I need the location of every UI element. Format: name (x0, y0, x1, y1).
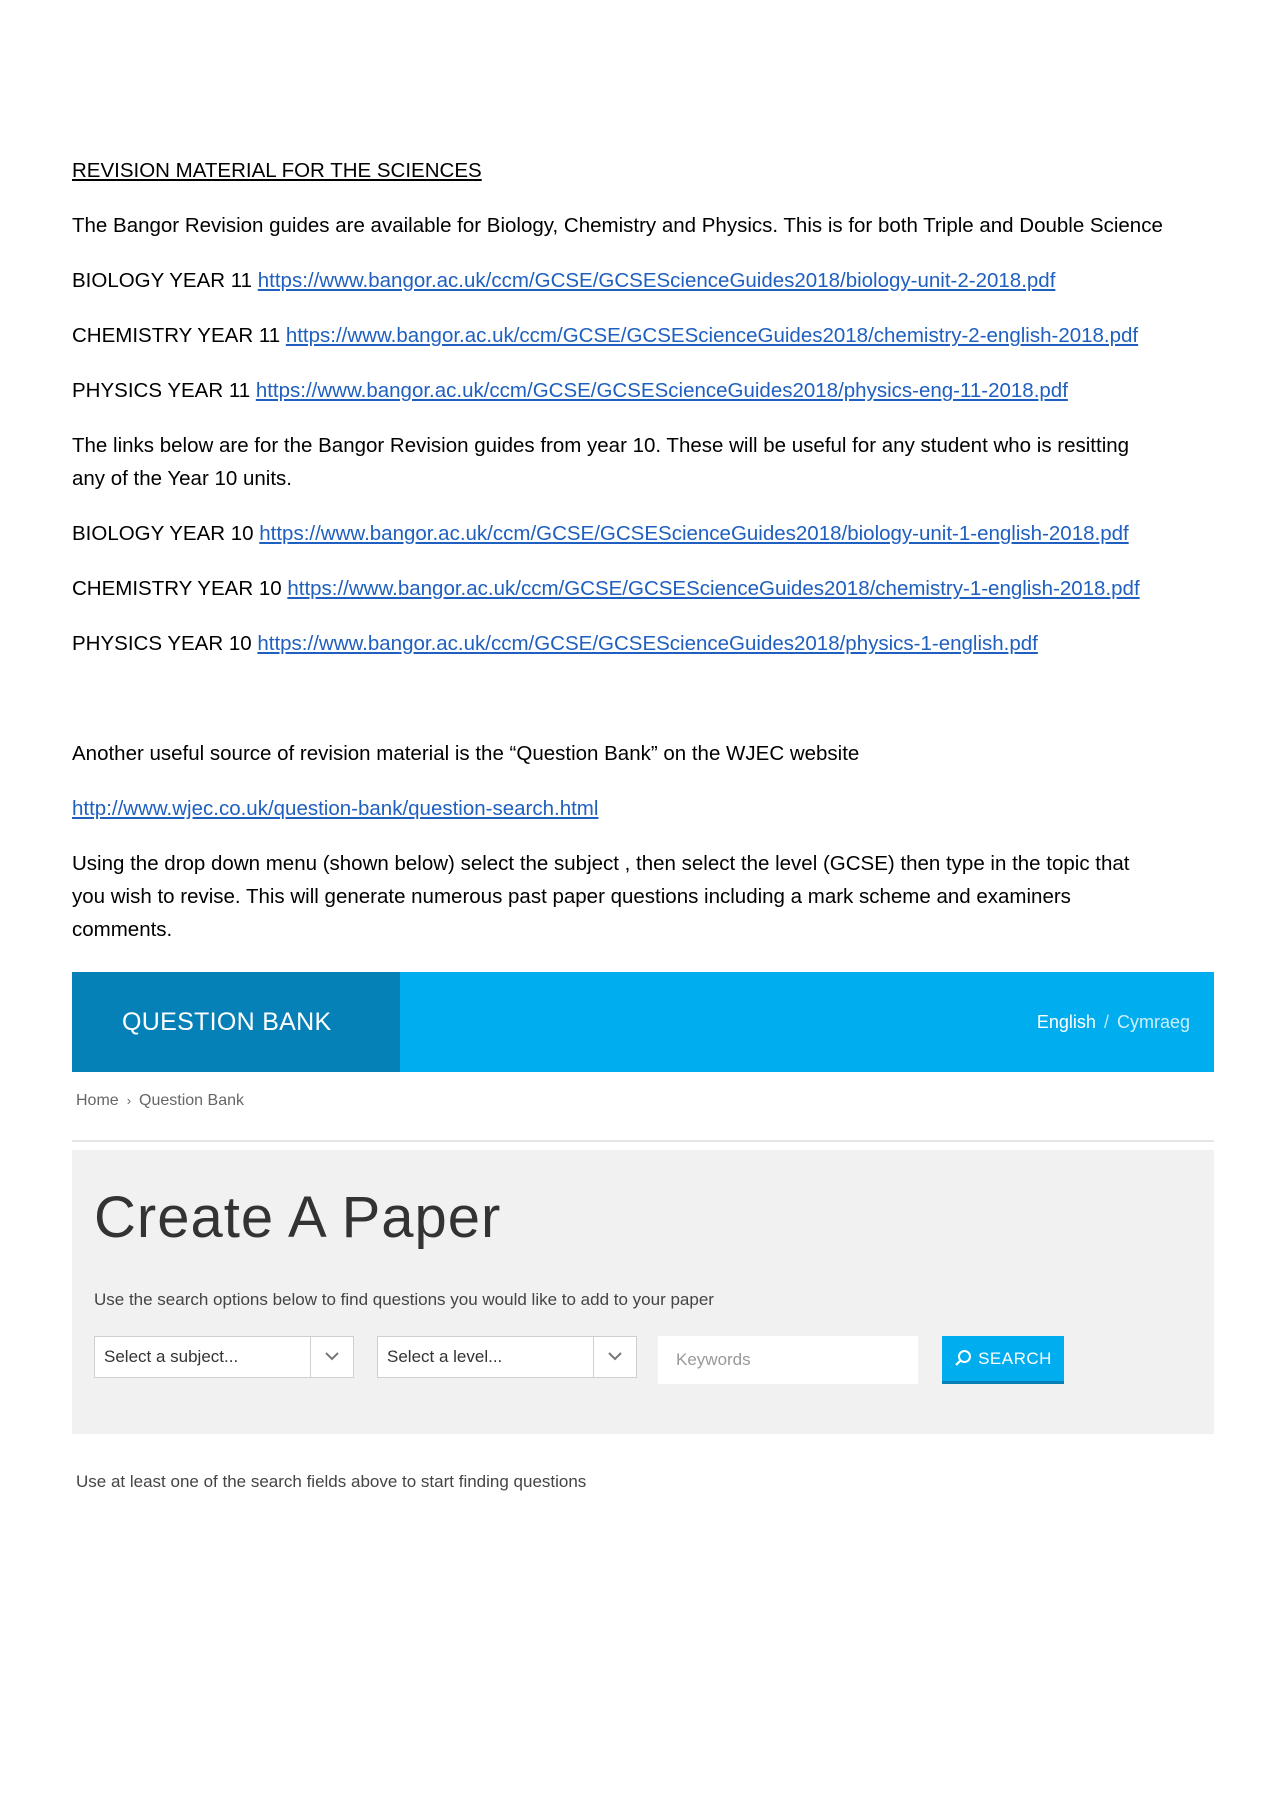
document-heading: REVISION MATERIAL FOR THE SCIENCES (72, 159, 482, 182)
chemistry-y10-line (72, 572, 1140, 605)
biology-y10-link[interactable]: https://www.bangor.ac.uk/ccm/GCSE/GCSEScienceGuides2018/biology-unit-1-english-2018.pdf (259, 522, 1129, 545)
wjec-intro: Another useful source of revision material is the “Question Bank” on the WJEC website (72, 742, 860, 765)
level-select[interactable] (377, 1336, 637, 1378)
biology-y11-label: BIOLOGY YEAR 11 (72, 269, 253, 292)
keywords-input[interactable] (658, 1336, 918, 1384)
search-icon (954, 1349, 972, 1367)
chemistry-y10-label: CHEMISTRY YEAR 10 (72, 577, 282, 600)
chemistry-y11-label: CHEMISTRY YEAR 11 (72, 324, 281, 347)
divider (72, 1140, 1214, 1142)
chevron-right-icon: › (126, 1093, 132, 1108)
physics-y11-line (72, 374, 1068, 407)
subject-select-value: Select a subject... (104, 1347, 239, 1366)
chemistry-y10-link[interactable]: https://www.bangor.ac.uk/ccm/GCSE/GCSEScienceGuides2018/chemistry-1-english-2018.pdf (287, 577, 1140, 600)
search-button-label: SEARCH (978, 1348, 1052, 1368)
wjec-link[interactable]: http://www.wjec.co.uk/question-bank/question-search.html (72, 797, 599, 820)
qb-header (72, 972, 1214, 1072)
wjec-link-line (72, 792, 598, 825)
chevron-down-icon[interactable] (593, 1337, 636, 1377)
chemistry-y11-link[interactable]: https://www.bangor.ac.uk/ccm/GCSE/GCSEScienceGuides2018/chemistry-2-english-2018.pdf (285, 324, 1139, 347)
lang-cymraeg[interactable]: Cymraeg (1116, 1012, 1190, 1032)
page-title: Create A Paper (94, 1185, 502, 1250)
level-select-value: Select a level... (387, 1347, 503, 1366)
breadcrumb-current: Question Bank (139, 1092, 244, 1109)
search-panel (72, 1150, 1214, 1434)
biology-y11-link[interactable]: https://www.bangor.ac.uk/ccm/GCSE/GCSEScienceGuides2018/biology-unit-2-2018.pdf (257, 269, 1056, 292)
physics-y11-link[interactable]: https://www.bangor.ac.uk/ccm/GCSE/GCSEScienceGuides2018/physics-eng-11-2018.pdf (255, 379, 1068, 402)
biology-y11-line (72, 264, 1055, 297)
panel-description: Use the search options below to find questions you would like to add to your paper (94, 1290, 714, 1309)
biology-y10-line (72, 517, 1129, 550)
physics-y10-label: PHYSICS YEAR 10 (72, 632, 252, 655)
breadcrumb (76, 1092, 244, 1110)
subject-select[interactable] (94, 1336, 354, 1378)
instructions-line1: Using the drop down menu (shown below) select the subject , then select the level (GCSE) then type in the topic that (72, 852, 1130, 875)
chemistry-y11-line (72, 319, 1138, 352)
year10-intro-line2: any of the Year 10 units. (72, 467, 292, 490)
biology-y10-label: BIOLOGY YEAR 10 (72, 522, 254, 545)
search-button[interactable] (942, 1336, 1064, 1384)
breadcrumb-home[interactable]: Home (76, 1092, 119, 1109)
year10-intro-line1: The links below are for the Bangor Revision guides from year 10. These will be useful for any student who is resitting (72, 434, 1130, 457)
physics-y11-label: PHYSICS YEAR 11 (72, 379, 251, 402)
question-bank-screenshot (72, 972, 1214, 1502)
chevron-down-icon[interactable] (310, 1337, 353, 1377)
qb-brand[interactable]: QUESTION BANK (72, 972, 400, 1072)
intro-paragraph: The Bangor Revision guides are available for Biology, Chemistry and Physics. This is for both Triple and Double Science (72, 214, 1163, 237)
language-switcher (1037, 972, 1190, 1072)
lang-english[interactable]: English (1036, 1012, 1096, 1032)
instructions-line2: you wish to revise. This will generate numerous past paper questions including a mark scheme and examiners (72, 885, 1071, 908)
lang-separator: / (1103, 1012, 1109, 1032)
instructions-line3: comments. (72, 918, 173, 941)
search-hint: Use at least one of the search fields above to start finding questions (76, 1472, 587, 1491)
physics-y10-line (72, 627, 1038, 660)
physics-y10-link[interactable]: https://www.bangor.ac.uk/ccm/GCSE/GCSEScienceGuides2018/physics-1-english.pdf (257, 632, 1038, 655)
